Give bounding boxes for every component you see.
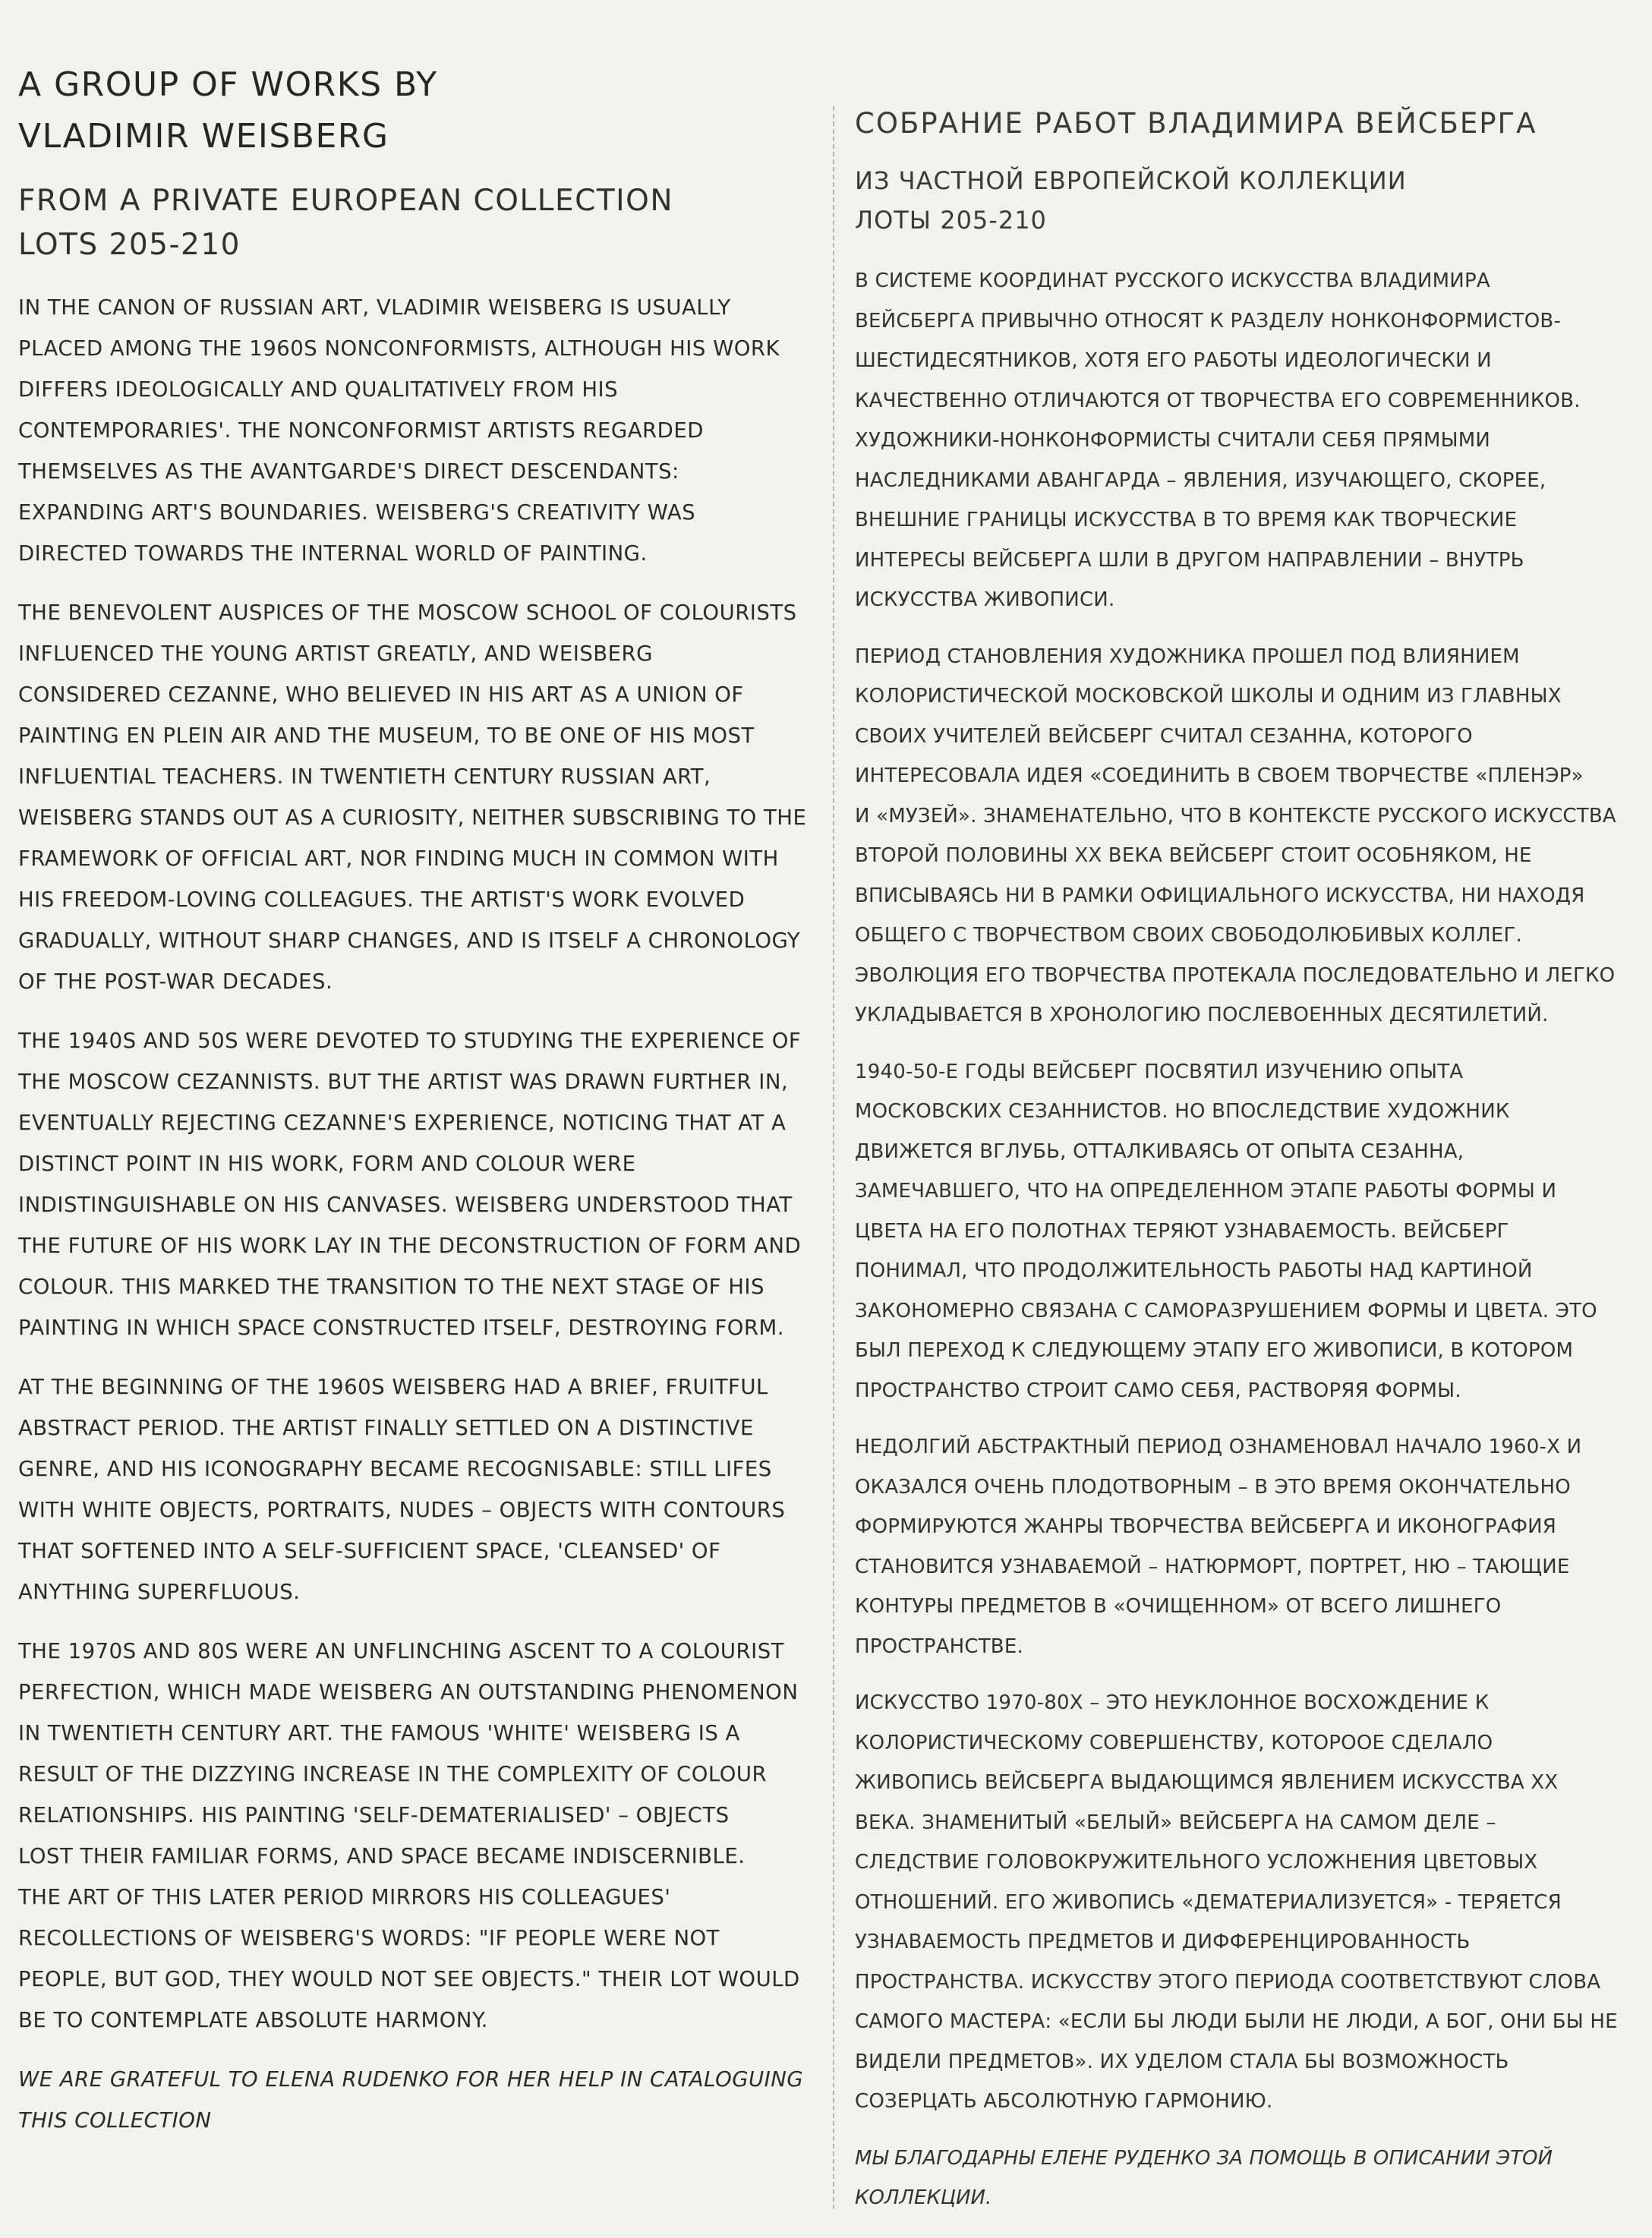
russian-paragraph-line: КОНТУРЫ ПРЕДМЕТОВ В «ОЧИЩЕННОМ» ОТ ВСЕГО ЛИШНЕГО — [855, 1595, 1502, 1618]
english-paragraph-line: INDISTINGUISHABLE ON HIS CANVASES. WEISBERG UNDERSTOOD THAT — [18, 1193, 793, 1217]
russian-paragraph-line: СТАНОВИТСЯ УЗНАВАЕМОЙ – НАТЮРМОРТ, ПОРТРЕТ, НЮ – ТАЮЩИЕ — [855, 1555, 1570, 1578]
russian-paragraph-line: ОТНОШЕНИЙ. ЕГО ЖИВОПИСЬ «ДЕМАТЕРИАЛИЗУЕТСЯ» - ТЕРЯЕТСЯ — [855, 1890, 1562, 1914]
english-paragraph-line: INFLUENCED THE YOUNG ARTIST GREATLY, AND WEISBERG — [18, 641, 653, 666]
russian-paragraph — [855, 1427, 1622, 1666]
russian-paragraph-line: ПЕРИОД СТАНОВЛЕНИЯ ХУДОЖНИКА ПРОШЕЛ ПОД ВЛИЯНИЕМ — [855, 645, 1520, 668]
english-paragraph-line: THE 1970S AND 80S WERE AN UNFLINCHING ASCENT TO A COLOURIST — [18, 1639, 784, 1663]
english-paragraph-line: RELATIONSHIPS. HIS PAINTING 'SELF-DEMATERIALISED' – OBJECTS — [18, 1803, 730, 1827]
russian-subtitle-line: ИЗ ЧАСТНОЙ ЕВРОПЕЙСКОЙ КОЛЛЕКЦИИ — [855, 166, 1407, 195]
english-paragraph-line: THE BENEVOLENT AUSPICES OF THE MOSCOW SCHOOL OF COLOURISTS — [18, 600, 797, 625]
russian-paragraph-line: ОКАЗАЛСЯ ОЧЕНЬ ПЛОДОТВОРНЫМ – В ЭТО ВРЕМЯ ОКОНЧАТЕЛЬНО — [855, 1475, 1571, 1499]
russian-paragraph-line: ВТОРОЙ ПОЛОВИНЫ ХХ ВЕКА ВЕЙСБЕРГ СТОИТ ОСОБНЯКОМ, НЕ — [855, 844, 1532, 867]
english-paragraph-line: GRADUALLY, WITHOUT SHARP CHANGES, AND IS ITSELF A CHRONOLOGY — [18, 928, 801, 953]
english-paragraph-line: COLOUR. THIS MARKED THE TRANSITION TO THE NEXT STAGE OF HIS — [18, 1275, 765, 1299]
english-paragraph-line: RESULT OF THE DIZZYING INCREASE IN THE COMPLEXITY OF COLOUR — [18, 1762, 768, 1786]
russian-paragraph-line: ПРОСТРАНСТВЕ. — [855, 1634, 1023, 1658]
english-paragraph-line: THEMSELVES AS THE AVANTGARDE'S DIRECT DESCENDANTS: — [18, 459, 679, 484]
english-paragraph-line: ABSTRACT PERIOD. THE ARTIST FINALLY SETTLED ON A DISTINCTIVE — [18, 1416, 754, 1440]
english-paragraph-line: PAINTING EN PLEIN AIR AND THE MUSEUM, TO BE ONE OF HIS MOST — [18, 723, 755, 748]
english-paragraph-line: THAT SOFTENED INTO A SELF-SUFFICIENT SPACE, 'CLEANSED' OF — [18, 1539, 721, 1563]
english-paragraph-line: THE ART OF THIS LATER PERIOD MIRRORS HIS COLLEAGUES' — [18, 1885, 671, 1909]
russian-acknowledgement-line: МЫ БЛАГОДАРНЫ ЕЛЕНЕ РУДЕНКО ЗА ПОМОЩЬ В ОПИСАНИИ ЭТОЙ — [855, 2146, 1553, 2170]
english-paragraph-line: EXPANDING ART'S BOUNDARIES. WEISBERG'S CREATIVITY WAS — [18, 500, 696, 525]
english-paragraph — [18, 287, 815, 574]
english-paragraph-line: FRAMEWORK OF OFFICIAL ART, NOR FINDING MUCH IN COMMON WITH — [18, 846, 779, 871]
russian-paragraph-line: ХУДОЖНИКИ-НОНКОНФОРМИСТЫ СЧИТАЛИ СЕБЯ ПРЯМЫМИ — [855, 429, 1491, 452]
english-paragraph-line: HIS FREEDOM-LOVING COLLEAGUES. THE ARTIST'S WORK EVOLVED — [18, 887, 746, 912]
russian-paragraph-line: ЦВЕТА НА ЕГО ПОЛОТНАХ ТЕРЯЮТ УЗНАВАЕМОСТЬ. ВЕЙСБЕРГ — [855, 1219, 1509, 1243]
english-paragraph-line: WEISBERG STANDS OUT AS A CURIOSITY, NEITHER SUBSCRIBING TO THE — [18, 805, 807, 830]
russian-paragraph-line: ОБЩЕГО С ТВОРЧЕСТВОМ СВОИХ СВОБОДОЛЮБИВЫХ КОЛЛЕГ. — [855, 924, 1522, 947]
english-paragraph-line: GENRE, AND HIS ICONOGRAPHY BECAME RECOGNISABLE: STILL LIFES — [18, 1457, 772, 1481]
russian-paragraph-line: СВОИХ УЧИТЕЛЕЙ ВЕЙСБЕРГ СЧИТАЛ СЕЗАННА, КОТОРОГО — [855, 724, 1473, 748]
english-acknowledgement-line: WE ARE GRATEFUL TO ELENA RUDENKO FOR HER HELP IN CATALOGUING — [18, 2067, 804, 2091]
english-acknowledgement-line: THIS COLLECTION — [18, 2108, 212, 2132]
english-paragraph-line: CONSIDERED CEZANNE, WHO BELIEVED IN HIS ART AS A UNION OF — [18, 682, 744, 707]
russian-paragraph-line: ВНЕШНИЕ ГРАНИЦЫ ИСКУССТВА В ТО ВРЕМЯ КАК ТВОРЧЕСКИЕ — [855, 509, 1518, 531]
english-paragraph-line: THE FUTURE OF HIS WORK LAY IN THE DECONSTRUCTION OF FORM AND — [18, 1234, 802, 1258]
russian-paragraph — [855, 1683, 1622, 2122]
russian-paragraph-line: ИСКУССТВО 1970-80Х – ЭТО НЕУКЛОННОЕ ВОСХОЖДЕНИЕ К — [855, 1691, 1490, 1714]
english-paragraph-line: LOST THEIR FAMILIAR FORMS, AND SPACE BECAME INDISCERNIBLE. — [18, 1844, 746, 1868]
english-paragraph-line: THE MOSCOW CEZANNISTS. BUT THE ARTIST WAS DRAWN FURTHER IN, — [18, 1070, 789, 1094]
russian-paragraph-line: ВПИСЫВАЯСЬ НИ В РАМКИ ОФИЦИАЛЬНОГО ИСКУССТВА, НИ НАХОДЯ — [855, 884, 1585, 907]
english-title-line: A GROUP OF WORKS BY — [18, 65, 438, 104]
english-subtitle-line: FROM A PRIVATE EUROPEAN COLLECTION — [18, 184, 674, 218]
russian-paragraph-line: МОСКОВСКИХ СЕЗАННИСТОВ. НО ВПОСЛЕДСТВИЕ ХУДОЖНИК — [855, 1100, 1510, 1123]
russian-paragraph-line: БЫЛ ПЕРЕХОД К СЛЕДУЮЩЕМУ ЭТАПУ ЕГО ЖИВОПИСИ, В КОТОРОМ — [855, 1339, 1574, 1362]
russian-paragraph-line: КОЛОРИСТИЧЕСКОЙ МОСКОВСКОЙ ШКОЛЫ И ОДНИМ ИЗ ГЛАВНЫХ — [855, 685, 1562, 708]
russian-paragraph-line: ЗАМЕЧАВШЕГО, ЧТО НА ОПРЕДЕЛЕННОМ ЭТАПЕ РАБОТЫ ФОРМЫ И — [855, 1180, 1557, 1203]
english-paragraph-line: OF THE POST-WAR DECADES. — [18, 969, 333, 994]
russian-paragraph-line: ПРОСТРАНСТВА. ИСКУССТВУ ЭТОГО ПЕРИОДА СООТВЕТСТВУЮТ СЛОВА — [855, 1970, 1601, 1994]
english-paragraph-line: PLACED AMONG THE 1960S NONCONFORMISTS, ALTHOUGH HIS WORK — [18, 336, 780, 361]
english-paragraph — [18, 592, 815, 1002]
russian-paragraph — [855, 261, 1622, 620]
russian-paragraph-line: ДВИЖЕТСЯ ВГЛУБЬ, ОТТАЛКИВАЯСЬ ОТ ОПЫТА СЕЗАННА, — [855, 1139, 1464, 1163]
russian-paragraph-line: СЛЕДСТВИЕ ГОЛОВОКРУЖИТЕЛЬНОГО УСЛОЖНЕНИЯ ЦВЕТОВЫХ — [855, 1851, 1538, 1874]
russian-paragraph-line: В СИСТЕМЕ КООРДИНАТ РУССКОГО ИСКУССТВА ВЛАДИМИРА — [855, 270, 1490, 292]
russian-paragraph-line: 1940-50-Е ГОДЫ ВЕЙСБЕРГ ПОСВЯТИЛ ИЗУЧЕНИЮ ОПЫТА — [855, 1060, 1464, 1083]
russian-subtitle — [855, 161, 1622, 240]
english-paragraph-line: THE 1940S AND 50S WERE DEVOTED TO STUDYING THE EXPERIENCE OF — [18, 1029, 802, 1053]
english-paragraph — [18, 1631, 815, 2041]
english-paragraph-line: PERFECTION, WHICH MADE WEISBERG AN OUTSTANDING PHENOMENON — [18, 1680, 799, 1704]
russian-paragraph-line: ШЕСТИДЕСЯТНИКОВ, ХОТЯ ЕГО РАБОТЫ ИДЕОЛОГИЧЕСКИ И — [855, 349, 1492, 372]
russian-paragraph — [855, 637, 1622, 1035]
english-paragraph-line: RECOLLECTIONS OF WEISBERG'S WORDS: "IF PEOPLE WERE NOT — [18, 1926, 720, 1950]
english-paragraph-line: PEOPLE, BUT GOD, THEY WOULD NOT SEE OBJECTS." THEIR LOT WOULD — [18, 1967, 800, 1991]
english-paragraph-line: INFLUENTIAL TEACHERS. IN TWENTIETH CENTURY RUSSIAN ART, — [18, 764, 711, 789]
english-paragraph-line: IN TWENTIETH CENTURY ART. THE FAMOUS 'WHITE' WEISBERG IS A — [18, 1721, 740, 1745]
english-paragraph-line: PAINTING IN WHICH SPACE CONSTRUCTED ITSELF, DESTROYING FORM. — [18, 1316, 784, 1340]
english-body — [18, 287, 815, 2041]
english-paragraph-line: EVENTUALLY REJECTING CEZANNE'S EXPERIENCE, NOTICING THAT AT A — [18, 1111, 787, 1135]
english-paragraph — [18, 1366, 815, 1612]
russian-title — [855, 103, 1622, 144]
russian-paragraph-line: ВЕЙСБЕРГА ПРИВЫЧНО ОТНОСЯТ К РАЗДЕЛУ НОНКОНФОРМИСТОВ- — [855, 309, 1562, 333]
english-subtitle — [18, 179, 815, 267]
english-subtitle-line: LOTS 205-210 — [18, 228, 241, 262]
russian-paragraph-line: ФОРМИРУЮТСЯ ЖАНРЫ ТВОРЧЕСТВА ВЕЙСБЕРГА И ИКОНОГРАФИЯ — [855, 1515, 1557, 1538]
russian-paragraph-line: И «МУЗЕЙ». ЗНАМЕНАТЕЛЬНО, ЧТО В КОНТЕКСТЕ РУССКОГО ИСКУССТВА — [855, 804, 1616, 827]
english-paragraph-line: DISTINCT POINT IN HIS WORK, FORM AND COLOUR WERE — [18, 1152, 636, 1176]
russian-paragraph-line: ЗАКОНОМЕРНО СВЯЗАНА С САМОРАЗРУШЕНИЕМ ФОРМЫ И ЦВЕТА. ЭТО — [855, 1299, 1597, 1322]
russian-paragraph — [855, 1052, 1622, 1411]
english-paragraph-line: WITH WHITE OBJECTS, PORTRAITS, NUDES – OBJECTS WITH CONTOURS — [18, 1498, 786, 1522]
column-divider — [833, 106, 834, 2209]
russian-paragraph-line: ПРОСТРАНСТВО СТРОИТ САМО СЕБЯ, РАСТВОРЯЯ ФОРМЫ. — [855, 1379, 1461, 1402]
russian-acknowledgement — [855, 2139, 1622, 2218]
russian-paragraph-line: ЭВОЛЮЦИЯ ЕГО ТВОРЧЕСТВА ПРОТЕКАЛА ПОСЛЕДОВАТЕЛЬНО И ЛЕГКО — [855, 963, 1616, 987]
english-paragraph-line: IN THE CANON OF RUSSIAN ART, VLADIMIR WEISBERG IS USUALLY — [18, 295, 731, 320]
english-paragraph-line: CONTEMPORARIES'. THE NONCONFORMIST ARTISTS REGARDED — [18, 418, 704, 443]
russian-paragraph-line: КОЛОРИСТИЧЕСКОМУ СОВЕРШЕНСТВУ, КОТОРООЕ СДЕЛАЛО — [855, 1731, 1493, 1754]
russian-column — [855, 0, 1622, 2218]
english-title-line: VLADIMIR WEISBERG — [18, 117, 389, 156]
russian-subtitle-line: ЛОТЫ 205-210 — [855, 206, 1047, 235]
english-paragraph-line: DIRECTED TOWARDS THE INTERNAL WORLD OF PAINTING. — [18, 541, 648, 566]
english-paragraph-line: AT THE BEGINNING OF THE 1960S WEISBERG HAD A BRIEF, FRUITFUL — [18, 1375, 768, 1399]
russian-paragraph-line: УКЛАДЫВАЕТСЯ В ХРОНОЛОГИЮ ПОСЛЕВОЕННЫХ ДЕСЯТИЛЕТИЙ. — [855, 1004, 1549, 1026]
english-acknowledgement — [18, 2059, 815, 2141]
russian-paragraph-line: НАСЛЕДНИКАМИ АВАНГАРДА – ЯВЛЕНИЯ, ИЗУЧАЮЩЕГО, СКОРЕЕ, — [855, 468, 1546, 492]
russian-title-line: СОБРАНИЕ РАБОТ ВЛАДИМИРА ВЕЙСБЕРГА — [855, 107, 1537, 140]
russian-paragraph-line: КАЧЕСТВЕННО ОТЛИЧАЮТСЯ ОТ ТВОРЧЕСТВА ЕГО СОВРЕМЕННИКОВ. — [855, 389, 1581, 412]
english-paragraph-line: BE TO CONTEMPLATE ABSOLUTE HARMONY. — [18, 2008, 488, 2032]
russian-paragraph-line: ИСКУССТВА ЖИВОПИСИ. — [855, 588, 1115, 611]
russian-paragraph-line: СОЗЕРЦАТЬ АБСОЛЮТНУЮ ГАРМОНИЮ. — [855, 2090, 1273, 2113]
english-paragraph-line: DIFFERS IDEOLOGICALLY AND QUALITATIVELY FROM HIS — [18, 377, 619, 402]
russian-paragraph-line: УЗНАВАЕМОСТЬ ПРЕДМЕТОВ И ДИФФЕРЕНЦИРОВАННОСТЬ — [855, 1931, 1471, 1953]
russian-paragraph-line: ВИДЕЛИ ПРЕДМЕТОВ». ИХ УДЕЛОМ СТАЛА БЫ ВОЗМОЖНОСТЬ — [855, 2050, 1509, 2073]
russian-body — [855, 261, 1622, 2122]
russian-acknowledgement-line: КОЛЛЕКЦИИ. — [855, 2186, 992, 2209]
russian-paragraph-line: ВЕКА. ЗНАМЕНИТЫЙ «БЕЛЫЙ» ВЕЙСБЕРГА НА САМОМ ДЕЛЕ – — [855, 1811, 1496, 1834]
english-paragraph — [18, 1020, 815, 1348]
russian-paragraph-line: ПОНИМАЛ, ЧТО ПРОДОЛЖИТЕЛЬНОСТЬ РАБОТЫ НАД КАРТИНОЙ — [855, 1259, 1533, 1282]
english-title — [18, 59, 815, 162]
english-column — [18, 0, 815, 2141]
english-paragraph-line: ANYTHING SUPERFLUOUS. — [18, 1580, 301, 1604]
russian-paragraph-line: ИНТЕРЕСОВАЛА ИДЕЯ «СОЕДИНИТЬ В СВОЕМ ТВОРЧЕСТВЕ «ПЛЕНЭР» — [855, 764, 1584, 787]
russian-paragraph-line: ИНТЕРЕСЫ ВЕЙСБЕРГА ШЛИ В ДРУГОМ НАПРАВЛЕНИИ – ВНУТРЬ — [855, 548, 1524, 572]
russian-paragraph-line: ЖИВОПИСЬ ВЕЙСБЕРГА ВЫДАЮЩИМСЯ ЯВЛЕНИЕМ ИСКУССТВА ХХ — [855, 1771, 1559, 1794]
russian-paragraph-line: НЕДОЛГИЙ АБСТРАКТНЫЙ ПЕРИОД ОЗНАМЕНОВАЛ НАЧАЛО 1960-Х И — [855, 1436, 1582, 1458]
russian-paragraph-line: САМОГО МАСТЕРА: «ЕСЛИ БЫ ЛЮДИ БЫЛИ НЕ ЛЮДИ, А БОГ, ОНИ БЫ НЕ — [855, 2010, 1618, 2033]
